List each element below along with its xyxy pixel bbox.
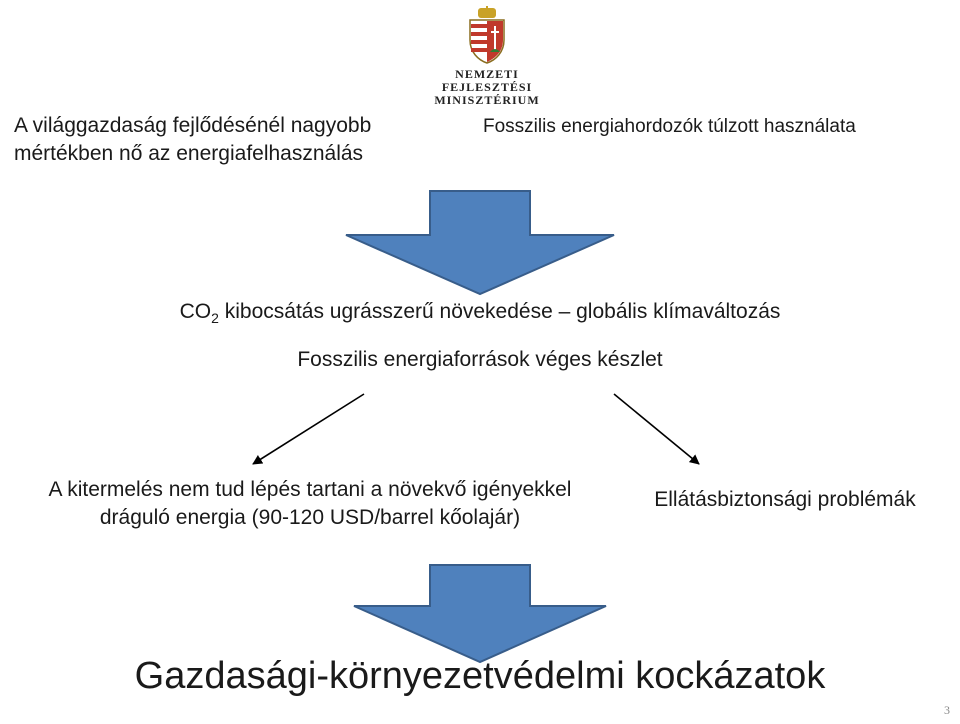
fossil-overuse-statement: Fosszilis energiahordozók túlzott használata — [483, 116, 856, 137]
connector-arrow-right — [614, 394, 699, 464]
co2-prefix: CO — [179, 300, 212, 323]
ministry-name-line2: MINISZTÉRIUM — [434, 93, 540, 107]
co2-rest: kibocsátás ugrásszerű növekedése – globális klímaváltozás — [218, 300, 781, 323]
production-demand-line1: A kitermelés nem tud lépés tartani a növekvő igényekkel — [48, 478, 572, 501]
energy-consumption-statement — [14, 112, 434, 168]
supply-security-statement: Ellátásbiztonsági problémák — [654, 488, 916, 511]
co2-climate-statement — [0, 300, 960, 326]
co2-subscript: 2 — [211, 310, 219, 326]
ministry-name-line1: NEMZETI FEJLESZTÉSI — [441, 67, 533, 94]
finite-reserves-statement: Fosszilis energiaforrások véges készlet — [297, 348, 663, 371]
production-demand-line2: dráguló energia (90-120 USD/barrel kőolajár) — [99, 506, 521, 529]
conclusion-title: Gazdasági-környezetvédelmi kockázatok — [134, 655, 826, 697]
production-demand-statement — [0, 476, 620, 532]
energy-consumption-line2: mértékben nő az energiafelhasználás — [14, 142, 364, 165]
down-arrow-bottom — [354, 565, 606, 662]
connector-arrow-left — [253, 394, 364, 464]
energy-consumption-line1: A világgazdaság fejlődésénél nagyobb — [14, 114, 372, 137]
down-arrow-top — [346, 191, 614, 294]
page-number: 3 — [944, 703, 950, 717]
